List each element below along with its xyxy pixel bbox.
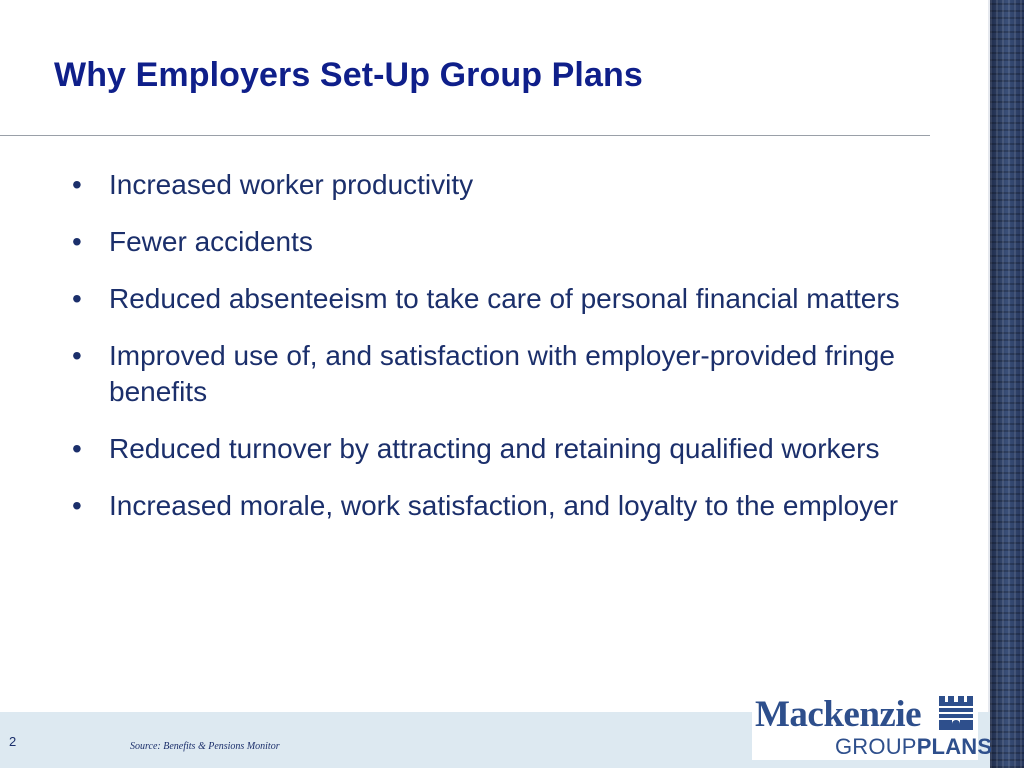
mackenzie-group-plans-logo: [752, 690, 993, 760]
bullet-item: [72, 167, 962, 203]
page-number: 2: [9, 734, 17, 749]
bullet-item: [72, 488, 962, 524]
bullet-marker: •: [72, 226, 82, 257]
bullet-text: Improved use of, and satisfaction with employer-provided fringe benefits: [109, 340, 895, 407]
logo-subtitle: [835, 735, 992, 759]
bullet-list: [72, 167, 962, 545]
decorative-building-strip: [990, 0, 1024, 768]
bullet-text: Reduced turnover by attracting and retaining qualified workers: [109, 433, 880, 464]
bullet-text: Reduced absenteeism to take care of personal financial matters: [109, 283, 900, 314]
bullet-item: [72, 338, 962, 410]
bullet-text: Increased morale, work satisfaction, and loyalty to the employer: [109, 490, 899, 521]
bullet-marker: •: [72, 433, 82, 464]
bullet-text: Fewer accidents: [109, 226, 313, 257]
bullet-item: [72, 281, 962, 317]
logo-group-text: GROUP: [835, 734, 917, 759]
bullet-marker: •: [72, 340, 82, 371]
bullet-marker: •: [72, 283, 82, 314]
title-divider: [0, 135, 930, 136]
bullet-marker: •: [72, 490, 82, 521]
logo-plans-text: PLANS: [916, 734, 993, 759]
source-citation: Source: Benefits & Pensions Monitor: [130, 741, 280, 752]
logo-wordmark: Mackenzie: [755, 694, 922, 735]
bullet-marker: •: [72, 169, 82, 200]
bullet-text: Increased worker productivity: [109, 169, 474, 200]
bullet-item: [72, 431, 962, 467]
slide-title: Why Employers Set-Up Group Plans: [54, 56, 643, 94]
bullet-item: [72, 224, 962, 260]
castle-icon: [936, 694, 976, 732]
